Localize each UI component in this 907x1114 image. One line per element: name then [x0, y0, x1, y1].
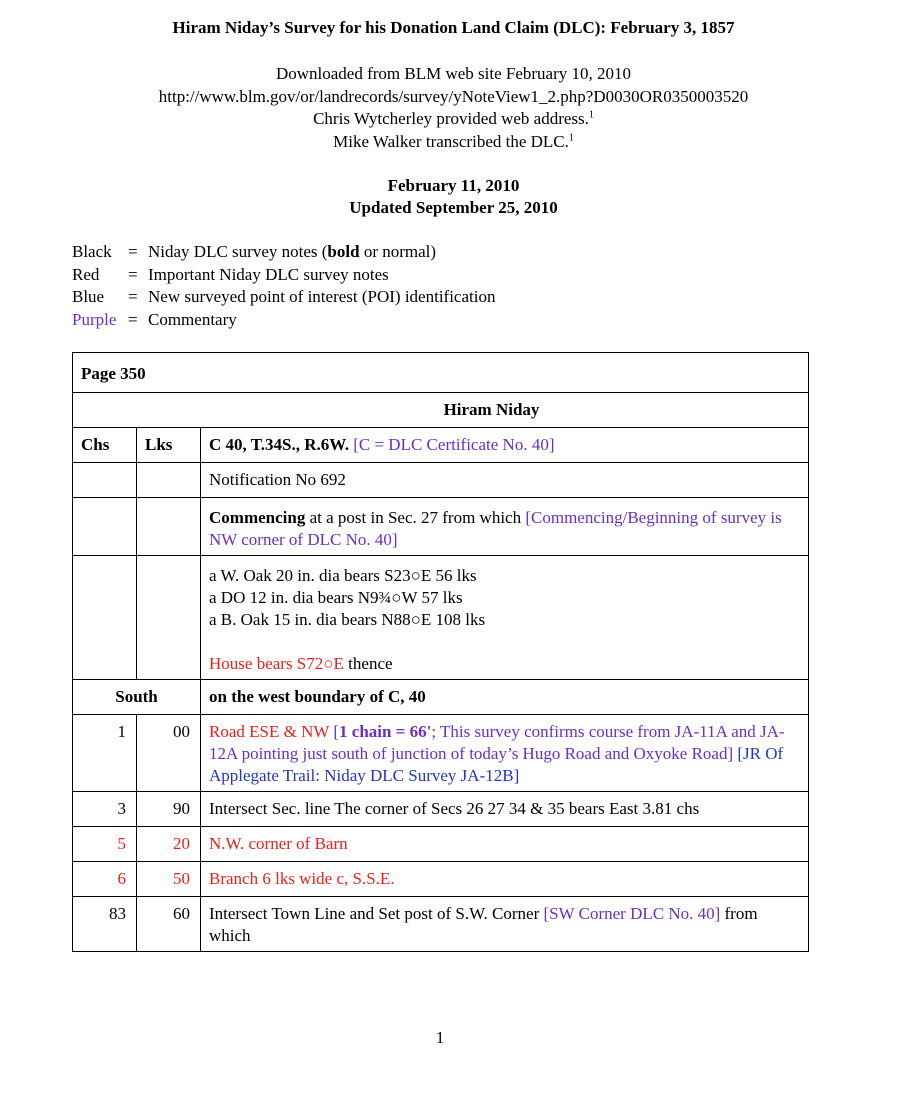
legend-key: Purple — [72, 309, 117, 329]
lks-cell: 50 — [137, 862, 201, 897]
date-block — [0, 175, 907, 219]
legend-eq: = — [128, 309, 138, 329]
legend-key: Red — [72, 264, 100, 284]
notification-cell: Notification No 692 — [201, 463, 809, 498]
claimant-name: Hiram Niday — [73, 393, 809, 428]
table-row — [73, 792, 809, 827]
legend-desc: Niday DLC survey notes (bold or normal) — [148, 242, 437, 261]
certificate-cell: C 40, T.34S., R.6W. [C = DLC Certificate No. 40] — [201, 428, 809, 463]
document-date: February 11, 2010 — [387, 176, 520, 195]
survey-table — [72, 352, 809, 952]
lks-cell: 00 — [137, 715, 201, 792]
note-cell: N.W. corner of Barn — [201, 827, 809, 862]
legend-row-red — [72, 264, 495, 287]
legend-key: Black — [72, 242, 112, 261]
table-row — [73, 498, 809, 556]
footnote-mark: 1 — [588, 109, 594, 121]
empty-cell — [73, 463, 137, 498]
house-bearing: House bears S72○E thence — [209, 654, 393, 673]
table-row — [73, 680, 809, 715]
source-line: Mike Walker transcribed the DLC.$^1$ — [333, 131, 574, 151]
page-number: 1 — [435, 1028, 445, 1047]
note-cell: Road ESE & NW [1 chain = 66'; This survey confirms course from JA-11A and JA-12A pointing just south of junction of today’s Hugo Road and Oxyoke Road] [JR Of Applegate Trail: Niday DLC Survey JA-12B] — [201, 715, 809, 792]
direction-label: South — [73, 680, 201, 715]
empty-cell — [73, 556, 137, 680]
source-url: http://www.blm.gov/or/landrecords/survey/yNoteView1_2.php?D0030OR0350003520 — [158, 86, 749, 106]
bearings-cell — [201, 556, 809, 680]
chs-cell: 5 — [73, 827, 137, 862]
table-row — [73, 827, 809, 862]
table-row — [73, 556, 809, 680]
table-header-row — [73, 428, 809, 463]
legend-eq: = — [128, 287, 138, 306]
footnote-mark: 1 — [568, 131, 574, 143]
color-legend — [72, 241, 495, 331]
legend-eq: = — [128, 264, 138, 284]
column-header-chs: Chs — [73, 428, 137, 463]
table-row — [73, 715, 809, 792]
lks-cell: 90 — [137, 792, 201, 827]
chs-cell: 6 — [73, 862, 137, 897]
bearing-line: a W. Oak 20 in. dia bears S23○E 56 lks — [209, 566, 477, 585]
table-row — [73, 897, 809, 952]
source-block — [0, 63, 907, 153]
note-cell: Intersect Sec. line The corner of Secs 26 27 34 & 35 bears East 3.81 chs — [201, 792, 809, 827]
note-cell: Intersect Town Line and Set post of S.W. Corner [SW Corner DLC No. 40] from which — [201, 897, 809, 952]
document-title: Hiram Niday’s Survey for his Donation Land Claim (DLC): February 3, 1857 — [172, 18, 735, 37]
table-row — [73, 393, 809, 428]
empty-cell — [137, 556, 201, 680]
bearing-line: a DO 12 in. dia bears N9¾○W 57 lks — [209, 588, 463, 607]
empty-cell — [73, 498, 137, 556]
legend-row-black — [72, 241, 495, 264]
lks-cell: 20 — [137, 827, 201, 862]
table-row — [73, 862, 809, 897]
legend-desc: Important Niday DLC survey notes — [148, 264, 389, 284]
note-cell: Branch 6 lks wide c, S.S.E. — [201, 862, 809, 897]
chs-cell: 83 — [73, 897, 137, 952]
source-line: Chris Wytcherley provided web address.$^1$ — [313, 109, 594, 128]
commencing-cell: Commencing at a post in Sec. 27 from which [Commencing/Beginning of survey is NW corner of DLC No. 40] — [201, 498, 809, 556]
legend-desc: New surveyed point of interest (POI) identification — [148, 287, 496, 306]
chs-cell: 3 — [73, 792, 137, 827]
page-label: Page 350 — [73, 353, 809, 393]
source-line: Downloaded from BLM web site February 10, 2010 — [275, 64, 632, 83]
legend-desc: Commentary — [148, 309, 237, 329]
lks-cell: 60 — [137, 897, 201, 952]
legend-eq: = — [128, 242, 138, 261]
legend-row-purple — [72, 309, 495, 332]
empty-cell — [137, 463, 201, 498]
chs-cell: 1 — [73, 715, 137, 792]
table-row — [73, 353, 809, 393]
direction-text: on the west boundary of C, 40 — [201, 680, 809, 715]
empty-cell — [137, 498, 201, 556]
table-row — [73, 463, 809, 498]
column-header-lks: Lks — [137, 428, 201, 463]
legend-row-blue — [72, 286, 495, 309]
bearing-line: a B. Oak 15 in. dia bears N88○E 108 lks — [209, 610, 486, 629]
legend-key: Blue — [72, 287, 105, 306]
updated-date: Updated September 25, 2010 — [349, 198, 558, 217]
